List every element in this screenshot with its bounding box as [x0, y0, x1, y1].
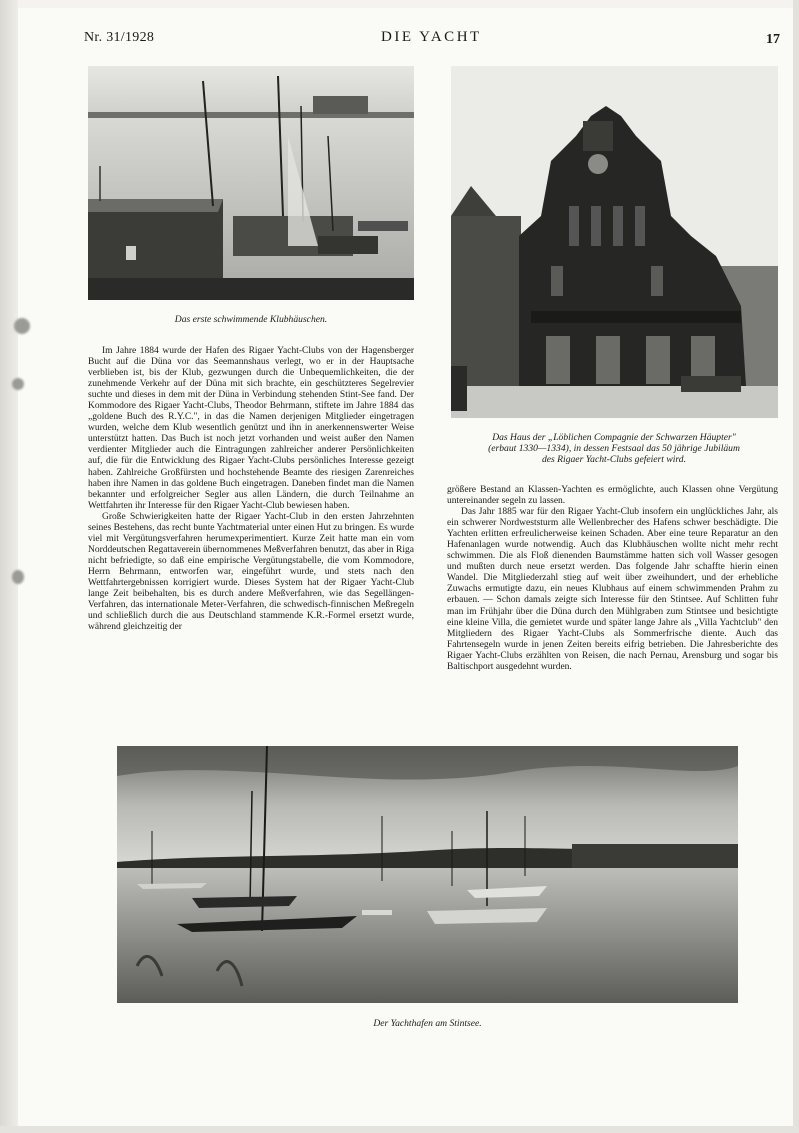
caption-line: (erbaut 1330—1334), in dessen Festsaal das 50 jährige Jubiläum — [488, 443, 740, 454]
article-paragraph: Das Jahr 1885 war für den Rigaer Yacht-Club insofern ein unglückliches Jahr, als ein schwerer Nordweststurm alle Wellenbrecher des Hafens schwer beschädigte. Die Yachten erlitten erfreulicherweise keinen Schaden. Aber eine teure Reparatur an den Hafenanlagen wurde notwendig. Auch das Klubhäuschen wollte nicht mehr recht schwimmen. Die als Floß dienenden Baumstämme hatten sich voll Wasser gesogen und mußten durch neue ersetzt werden. Das folgende Jahr schaffte hierin einen Wandel. Die Mitgliederzahl stieg auf weit über zweihundert, und der erhebliche Zuwachs ermutigte dazu, ein neues Klubhaus auf einem schwimmenden Prahm zu erbauen. — Schon damals zeigte sich Interesse für den Stintsee. Auf Schlitten fuhr man im Frühjahr über die Düna durch den Mühlgraben zum Stintsee und besichtigte eine kleine Villa, die gemietet wurde und später lange Jahre als „Villa Yachtclub" den Mitgliedern des Rigaer Yacht-Clubs als Sommerfrische diente. Auch das Fahrtensegeln wurde in jenen Zeiten bereits eifrig betrieben. Die Jahresberichte des Rigaer Yacht-Clubs erzählten von Reisen, die nach Pernau, Arensburg und sogar bis Baltischport ausgedehnt wurden. — [447, 507, 778, 672]
caption-blackheads-house — [446, 432, 782, 465]
caption-line: des Rigaer Yacht-Clubs gefeiert wird. — [542, 454, 686, 465]
issue-number: Nr. 31/1928 — [84, 30, 155, 45]
scan-right-edge — [793, 0, 799, 1133]
punch-hole — [12, 378, 24, 390]
article-paragraph: Im Jahre 1884 wurde der Hafen des Rigaer Yacht-Clubs von der Hagensberger Bucht auf die Düna vor das Seemannshaus verlegt, wo er in der Hauptsache verblieben ist, bis der Klub, gezwungen durch die Unbequemlichkeiten, die der zunehmende Verkehr auf der Düna mit sich brachte, ein geschützteres Segelrevier suchte und dieses in dem mit der Düna in Verbindung stehenden Stint-See fand. Der Kommodore des Rigaer Yacht-Clubs, Theodor Behrmann, stiftete im Jahre 1884 das „goldene Buch des R.Y.C.", in das die Namen derjenigen Mitglieder eingetragen wurden, welche dem Klub wesentlich genützt und ihn in anerkennenswerter Weise unterstützt hatten. Das Buch ist noch jetzt vorhanden und weist außer den Namen verdienter Mitglieder auch die Eintragungen zahlreicher anderer Persönlichkeiten auf, die für die Entwicklung des Rigaer Yacht-Clubs persönliches Interesse gezeigt haben. Zahlreiche Großfürsten und hochstehende Beamte des riesigen Zarenreiches haben ihre Namen in das goldene Buch eingetragen. Daneben findet man die Namen bekannter und erfolgreicher Segler aus allen Ländern, die durch Teilnahme an Wettfahrten ihr Interesse für den Rigaer Yacht-Club bewiesen haben. — [88, 346, 414, 511]
page-number: 17 — [766, 32, 780, 47]
article-paragraph: größere Bestand an Klassen-Yachten es ermöglichte, auch Klassen ohne Vergütung untereinander segeln zu lassen. — [447, 485, 778, 507]
caption-clubhouse: Das erste schwimmende Klubhäuschen. — [174, 314, 328, 325]
punch-hole — [14, 318, 30, 334]
caption-yacht-harbor: Der Yachthafen am Stintsee. — [373, 1018, 482, 1029]
photo-harbor-clubhouse-icon — [88, 66, 414, 300]
article-paragraph: Große Schwierigkeiten hatte der Rigaer Yacht-Club in den ersten Jahrzehnten seines Bestehens, das recht bunte Yachtmaterial unter einen Hut zu bringen. Es wurde viel mit Vergütungsverfahren herumexperimentiert. Kurze Zeit hatte man ein vom Norddeutschen Regattaverein übernommenes Meßverfahren benutzt, das aber in Riga nicht befriedigte, so daß eine empirische Vergütungstabelle, die vom Kommodore, Herrn Behrmann, entworfen war, eingeführt wurde, und stets nach den Wettfahrtergebnissen korrigiert wurde. Dieses System hat der Rigaer Yacht-Club lange Zeit beibehalten, bis es durch andere Meßverfahren, wie das Segellängen-Verfahren, das internationale Meter-Verfahren, die schwedisch-finnischen Meßregeln und schließlich durch die aus Deutschland stammende K.R.-Formel ersetzt wurde, während gleichzeitig der — [88, 511, 414, 633]
photo-harbor-clubhouse — [88, 66, 414, 300]
magazine-title: DIE YACHT — [381, 29, 482, 45]
scan-left-edge — [0, 0, 18, 1133]
photo-yacht-harbor-icon — [117, 746, 738, 1003]
photo-yacht-harbor — [117, 746, 738, 1003]
caption-line: Das Haus der „Löblichen Compagnie der Schwarzen Häupter" — [492, 432, 736, 443]
punch-hole — [12, 570, 24, 584]
photo-blackheads-house-icon — [451, 66, 778, 418]
photo-blackheads-house — [451, 66, 778, 418]
article-column-right — [447, 485, 778, 731]
scan-bottom-edge — [0, 1126, 799, 1133]
article-column-left — [88, 346, 414, 731]
